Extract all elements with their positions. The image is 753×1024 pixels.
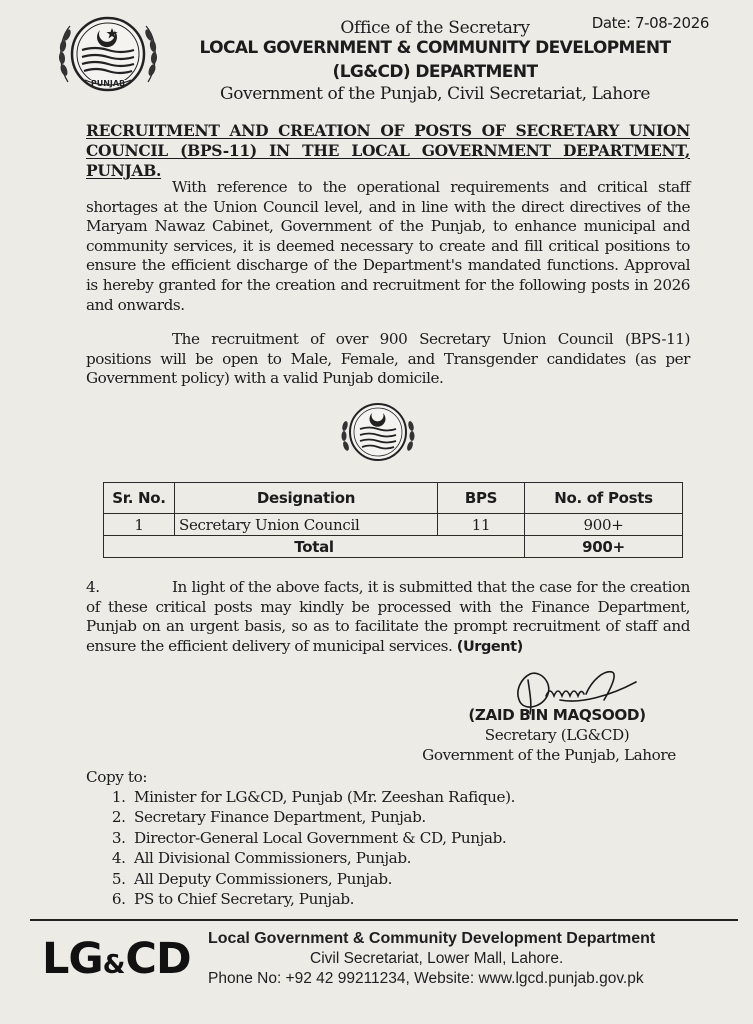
list-item: 4. All Divisional Commissioners, Punjab. bbox=[130, 848, 515, 868]
department-short-name: (LG&CD) DEPARTMENT bbox=[332, 62, 538, 82]
government-line: Government of the Punjab, Civil Secretariat, Lahore bbox=[220, 84, 650, 104]
cell-posts: 900+ bbox=[525, 514, 683, 536]
paragraph-1 bbox=[86, 178, 690, 315]
col-bps: BPS bbox=[438, 483, 525, 514]
urgent-label: (Urgent) bbox=[456, 638, 523, 655]
list-item: 1. Minister for LG&CD, Punjab (Mr. Zeeshan Rafique). bbox=[130, 787, 515, 807]
footer-logo-amp: & bbox=[102, 950, 126, 980]
seal-label: PUNJAB bbox=[90, 79, 126, 88]
document-date: Date: 7-08-2026 bbox=[591, 14, 709, 32]
signatory-title: Secretary (LG&CD) bbox=[484, 726, 630, 744]
posts-table bbox=[103, 482, 683, 558]
table-total-row bbox=[104, 536, 683, 558]
col-designation: Designation bbox=[175, 483, 438, 514]
footer-divider bbox=[30, 919, 738, 921]
footer-address: Civil Secretariat, Lower Mall, Lahore. bbox=[310, 950, 564, 967]
cell-designation: Secretary Union Council bbox=[175, 514, 438, 536]
list-item: 5. All Deputy Commissioners, Punjab. bbox=[130, 869, 515, 889]
footer-logo bbox=[42, 934, 191, 984]
list-item: 2. Secretary Finance Department, Punjab. bbox=[130, 807, 515, 827]
paragraph-4 bbox=[86, 578, 690, 657]
copy-to-label: Copy to: bbox=[86, 768, 148, 786]
copy-to-list bbox=[86, 787, 515, 909]
punjab-seal-logo bbox=[52, 10, 164, 100]
cell-sr-no: 1 bbox=[104, 514, 175, 536]
col-sr-no: Sr. No. bbox=[104, 483, 175, 514]
list-item: 3. Director-General Local Government & CD, Punjab. bbox=[130, 828, 515, 848]
signatory-government: Government of the Punjab, Lahore bbox=[422, 746, 676, 764]
total-value: 900+ bbox=[525, 536, 683, 558]
paragraph-1-text: With reference to the operational requirements and critical staff shortages at the Union Council level, and in line with the direct directives of the Maryam Nawaz Cabinet, Government of the Punjab, to enhance municipal and community services, it is deemed necessary to create and fill critical positions to ensure the efficient discharge of the Department's mandated functions. Approval is hereby granted for the creation and recruitment for the following posts in 2026 and onwards. bbox=[86, 178, 690, 314]
list-item: 6. PS to Chief Secretary, Punjab. bbox=[130, 889, 515, 909]
punjab-emblem-icon bbox=[336, 396, 420, 468]
paragraph-4-number: 4. bbox=[86, 578, 100, 596]
office-title: Office of the Secretary bbox=[340, 18, 530, 38]
paragraph-2-text: The recruitment of over 900 Secretary Union Council (BPS-11) positions will be open to Male, Female, and Transgender candidates (as per Government policy) with a valid Punjab domicile. bbox=[86, 330, 690, 388]
col-no-of-posts: No. of Posts bbox=[525, 483, 683, 514]
total-label: Total bbox=[104, 536, 525, 558]
signatory-name: (ZAID BIN MAQSOOD) bbox=[468, 706, 646, 724]
footer-contact: Phone No: +92 42 99211234, Website: www.lgcd.punjab.gov.pk bbox=[208, 970, 644, 987]
table-row bbox=[104, 514, 683, 536]
paragraph-2 bbox=[86, 330, 690, 389]
department-name: LOCAL GOVERNMENT & COMMUNITY DEVELOPMENT bbox=[199, 38, 671, 58]
cell-bps: 11 bbox=[438, 514, 525, 536]
paragraph-4-text: In light of the above facts, it is submitted that the case for the creation of these critical posts may kindly be processed with the Finance Department, Punjab on an urgent basis, so as to facilitate the prompt recruitment of staff and ensure the efficient delivery of municipal services. bbox=[86, 578, 690, 655]
footer-logo-lg: LG bbox=[42, 934, 103, 984]
footer-department: Local Government & Community Development Department bbox=[208, 930, 656, 947]
subject-heading: RECRUITMENT AND CREATION OF POSTS OF SECRETARY UNION COUNCIL (BPS-11) IN THE LOCAL GOVERNMENT DEPARTMENT, PUNJAB. bbox=[86, 121, 690, 180]
footer-logo-cd: CD bbox=[125, 934, 191, 984]
table-header-row bbox=[104, 483, 683, 514]
